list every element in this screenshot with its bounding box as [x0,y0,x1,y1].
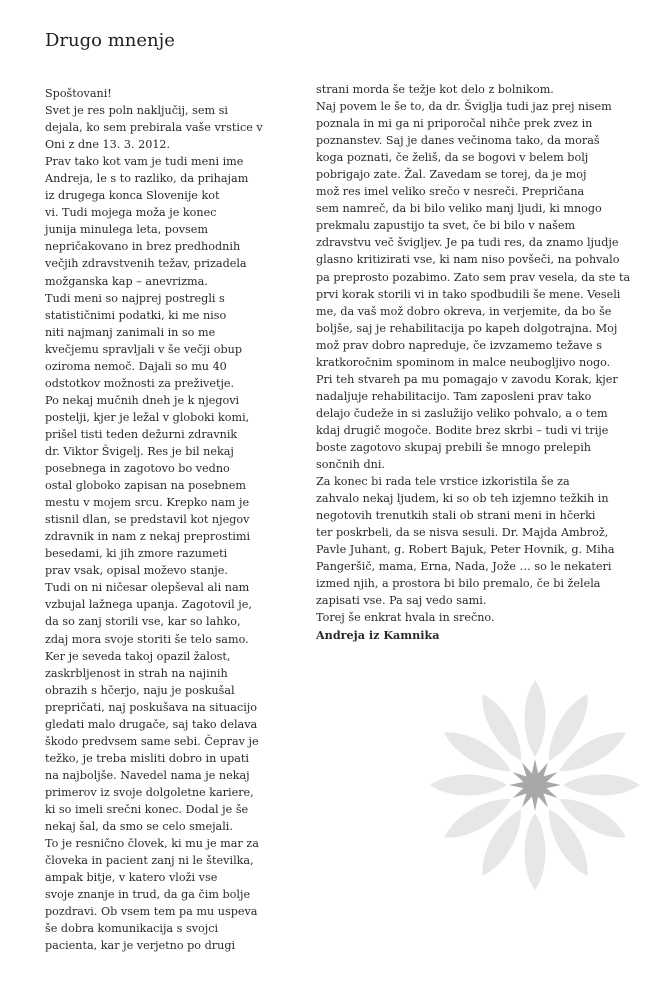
text-line: prav vsak, opisal moževo stanje. [45,564,228,578]
text-line: ter poskrbeli, da se nisva sesuli. Dr. Majda Ambrož, [316,526,609,540]
text-line: da so zanj storili vse, kar so lahko, [45,615,241,629]
text-line: Prav tako kot vam je tudi meni ime [45,155,244,169]
text-line: Pri teh stvareh pa mu pomagajo v zavodu Korak, kjer [316,372,618,386]
text-line: nepričakovano in brez predhodnih [45,240,241,254]
text-line: poznanstev. Saj je danes večinoma tako, da moraš [316,134,600,148]
text-line: Oni z dne 13. 3. 2012. [45,138,171,152]
text-line: pa preprosto pozabimo. Zato sem prav vesela, da ste ta [316,270,631,284]
snowflake-flower-icon [420,670,650,900]
text-line: zdravnik in nam z nekaj preprostimi [45,530,251,544]
text-line: kvečjemu spravljali v še večji obup [45,342,242,356]
text-line: To je resnično človek, ki mu je mar za [45,837,259,851]
text-line: zapisati vse. Pa saj vedo sami. [316,594,487,608]
text-line: nekaj šal, da smo se celo smejali. [45,820,233,834]
text-line: težko, je treba misliti dobro in upati [45,751,249,765]
text-line: prekmalu zapustijo ta svet, če bi bilo v našem [316,219,576,233]
text-line: večjih zdravstvenih težav, prizadela [45,257,247,271]
text-line: iz drugega konca Slovenije kot [45,189,220,203]
text-line: sem namreč, da bi bilo veliko manj ljudi, ki mnogo [316,202,602,216]
text-line: Pangeršič, mama, Erna, Nada, Jože … so le nekateri [316,560,612,574]
text-line: mestu v mojem srcu. Krepko nam je [45,496,250,510]
text-line: gledati malo drugače, saj tako delava [45,717,258,731]
text-line: Torej še enkrat hvala in srečno. [316,611,495,625]
text-line: postelji, kjer je ležal v globoki komi, [45,410,250,424]
text-line: poznala in mi ga ni priporočal nihče prek zvez in [316,117,593,131]
text-line: Tudi meni so najprej postregli s [45,291,225,305]
text-line: stisnil dlan, se predstavil kot njegov [45,513,250,527]
text-line: posebnega in zagotovo bo vedno [45,462,230,476]
text-line: škodo predvsem same sebi. Čeprav je [45,734,259,748]
right-column [316,81,631,644]
text-line: kdaj drugič mogoče. Bodite brez skrbi – tudi vi trije [316,423,609,437]
text-line: junija minulega leta, povsem [45,223,208,237]
text-line: zaskrbljenost in strah na najinih [45,666,228,680]
text-line: prepričati, naj poskušava na situacijo [45,700,257,714]
text-line: ki so imeli srečni konec. Dodal je še [45,802,249,816]
text-line: zdravstvu več švigljev. Je pa tudi res, da znamo ljudje [316,236,619,250]
page-title: Drugo mnenje [45,30,175,51]
text-line: strani morda še težje kot delo z bolnikom. [316,83,554,96]
text-line: pozdravi. Ob vsem tem pa mu uspeva [45,905,258,919]
text-line: dr. Viktor Švigelj. Res je bil nekaj [45,444,234,458]
text-line: prvi korak storili vi in tako spodbudili še mene. Veseli [316,287,621,301]
text-line: Po nekaj mučnih dneh je k njegovi [45,393,240,407]
text-line: Ker je seveda takoj opazil žalost, [45,649,231,663]
text-line: ostal globoko zapisan na posebnem [45,479,246,493]
text-line: Andreja, le s to razliko, da prihajam [45,172,249,186]
text-line: svoje znanje in trud, da ga čim bolje [45,888,251,902]
text-line: možganska kap – anevrizma. [45,274,208,288]
text-line: Spoštovani! [45,87,112,100]
text-line: zdaj mora svoje storiti še telo samo. [45,632,249,646]
text-line: Svet je res poln naključij, sem si [45,104,228,118]
signature: Andreja iz Kamnika [316,627,440,642]
text-line: kratkoročnim spominom in malce neubogljivo nogo. [316,355,611,369]
text-line: boste zagotovo skupaj prebili še mnogo prelepih [316,440,591,454]
text-line: prišel tisti teden dežurni zdravnik [45,427,238,441]
text-line: sončnih dni. [316,458,385,472]
text-line: boljše, saj je rehabilitacija po kapeh dolgotrajna. Moj [316,321,618,335]
text-line: vi. Tudi mojega moža je konec [45,206,217,220]
text-line: pacienta, kar je verjetno po drugi [45,939,236,953]
text-line: primerov iz svoje dolgoletne kariere, [45,785,254,799]
text-line: Za konec bi rada tele vrstice izkoristila še za [316,475,570,489]
text-line: oziroma nemoč. Dajali so mu 40 [45,359,227,373]
text-line: odstotkov možnosti za preživetje. [45,376,235,390]
text-line: Tudi on ni ničesar olepševal ali nam [45,581,250,595]
text-line: nadaljuje rehabilitacijo. Tam zaposleni prav tako [316,389,592,403]
text-line: me, da vaš mož dobro okreva, in verjemite, da bo še [316,304,612,318]
text-line: statističnimi podatki, ki me niso [45,308,227,322]
text-line: človeka in pacient zanj ni le številka, [45,854,254,868]
text-line: zahvalo nekaj ljudem, ki so ob teh izjemno težkih in [316,492,609,506]
text-line: še dobra komunikacija s svojci [45,922,219,936]
text-line: niti najmanj zanimali in so me [45,325,216,339]
text-line: Naj povem le še to, da dr. Šviglja tudi jaz prej nisem [316,100,612,114]
text-line: koga poznati, če želiš, da se bogovi v belem bolj [316,151,589,165]
text-line: negotovih trenutkih stali ob strani meni in hčerki [316,509,596,523]
text-line: obrazih s hčerjo, naju je poskušal [45,683,235,697]
text-line: vzbujal lažnega upanja. Zagotovil je, [45,598,252,612]
text-line: pobrigajo zate. Žal. Zavedam se torej, da je moj [316,168,587,182]
text-line: izmed njih, a prostora bi bilo premalo, če bi želela [316,577,601,591]
text-line: Pavle Juhant, g. Robert Bajuk, Peter Hovnik, g. Miha [316,543,615,557]
text-line: na najboljše. Navedel nama je nekaj [45,768,250,782]
left-column [45,85,295,954]
text-line: mož prav dobro napreduje, če izvzamemo težave s [316,338,602,352]
text-line: delajo čudeže in si zaslužijo veliko pohvalo, a o tem [316,406,608,420]
text-line: mož res imel veliko srečo v nesreči. Prepričana [316,185,585,199]
text-line: besedami, ki jih zmore razumeti [45,547,228,561]
text-line: glasno kritizirati vse, ki nam niso povšeči, na pohvalo [316,253,620,267]
text-line: ampak bitje, v katero vloži vse [45,871,218,885]
text-line: dejala, ko sem prebirala vaše vrstice v [45,121,263,135]
